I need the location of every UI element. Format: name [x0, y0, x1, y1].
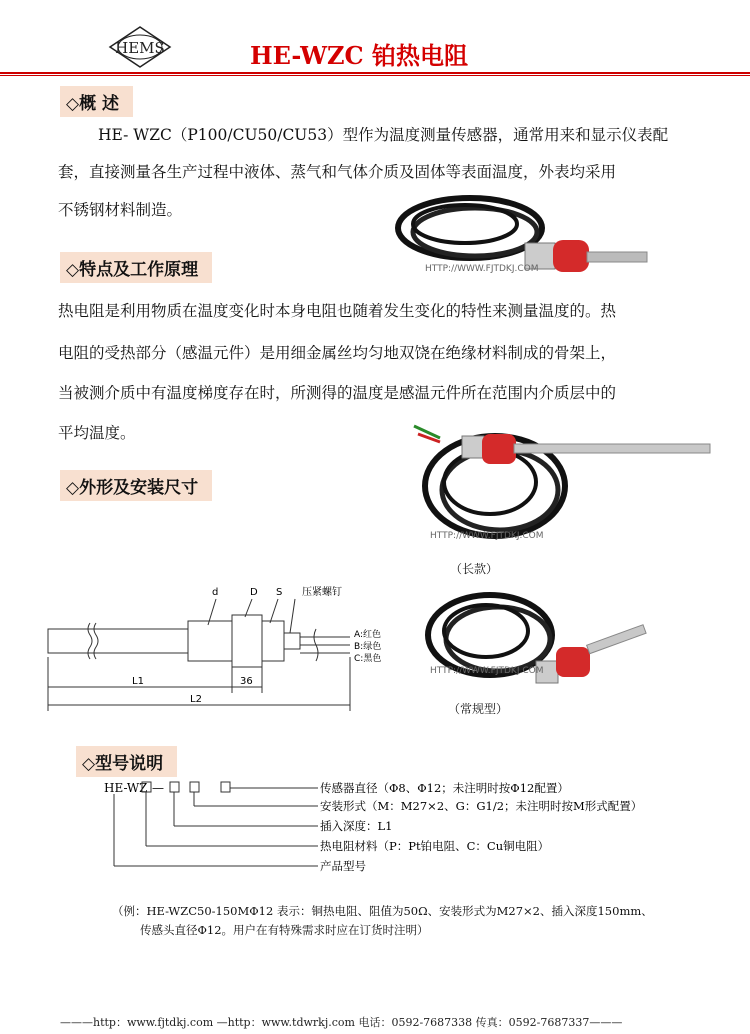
overview-line-1: HE- WZC（P100/CU50/CU53）型作为温度测量传感器，通常用来和显示仪表配	[98, 126, 669, 144]
label-L1: L1	[132, 676, 144, 687]
features-line-1: 热电阻是利用物质在温度变化时本身电阻也随着发生变化的特性来测量温度的。热	[58, 302, 617, 320]
product-photo-regular	[410, 585, 670, 695]
caption-long: （长款）	[450, 562, 499, 576]
overview-line-2: 套，直接测量各生产过程中液体、蒸气和气体介质及固体等表面温度，外表均采用	[58, 163, 617, 181]
header-rule	[0, 72, 750, 74]
section-model-heading: ◇型号说明	[76, 746, 177, 777]
label-S: S	[276, 587, 283, 598]
section-overview-heading: ◇概 述	[60, 86, 133, 117]
model-item-diameter: 传感器直径（Φ8、Φ12；未注明时按Φ12配置）	[320, 781, 569, 795]
company-logo	[108, 26, 172, 68]
footer-contact: ———http：www.fjtdkj.com —http：www.tdwrkj.com 电话：0592-7687338 传真：0592-7687337———	[60, 1016, 623, 1029]
label-36: 36	[240, 676, 253, 687]
label-screw: 压紧螺钉	[302, 587, 342, 598]
label-wire-a: A:红色	[354, 630, 382, 640]
model-separator: —	[152, 781, 164, 795]
watermark-2: HTTP://WWW.FJTDKJ.COM	[430, 531, 544, 541]
model-example-line-1: （例：HE-WZC50-150MΦ12 表示：铜热电阻、阻值为50Ω、安装形式为M27×2、插入深度150mm、	[112, 904, 653, 918]
features-line-4: 平均温度。	[58, 424, 136, 442]
section-dimensions-heading: ◇外形及安装尺寸	[60, 470, 212, 501]
model-prefix: HE-WZ	[104, 781, 148, 795]
caption-regular: （常规型）	[448, 702, 509, 716]
product-photo-1	[385, 188, 655, 288]
logo-text: HEMS	[115, 39, 165, 57]
model-item-install: 安装形式（M：M27×2、G：G1/2；未注明时按M形式配置）	[320, 799, 643, 813]
label-L2: L2	[190, 694, 202, 705]
dimension-drawing	[40, 585, 395, 715]
features-line-3: 当被测介质中有温度梯度存在时，所测得的温度是感温元件所在范围内介质层中的	[58, 384, 617, 402]
header-rule-thin	[0, 75, 750, 76]
page-title: HE-WZC 铂热电阻	[250, 41, 468, 70]
watermark-3: HTTP://WWW.FJTDKJ.COM	[430, 666, 544, 676]
section-features-heading: ◇特点及工作原理	[60, 252, 212, 283]
overview-line-3: 不锈钢材料制造。	[58, 201, 183, 219]
features-line-2: 电阻的受热部分（感温元件）是用细金属丝均匀地双饶在绝缘材料制成的骨架上，	[58, 344, 617, 362]
label-D: D	[250, 587, 258, 598]
model-example-line-2: 传感头直径Φ12。用户在有特殊需求时应在订货时注明）	[140, 923, 429, 937]
model-diagram	[104, 780, 724, 880]
model-item-depth: 插入深度：L1	[320, 819, 393, 833]
watermark-1: HTTP://WWW.FJTDKJ.COM	[425, 264, 539, 274]
label-wire-b: B:绿色	[354, 642, 382, 652]
model-item-material: 热电阻材料（P：Pt铂电阻、C：Cu铜电阻）	[320, 839, 550, 853]
label-wire-c: C:黑色	[354, 654, 382, 664]
model-item-product: 产品型号	[320, 859, 366, 873]
label-d: d	[212, 587, 219, 598]
product-photo-long	[400, 408, 720, 548]
